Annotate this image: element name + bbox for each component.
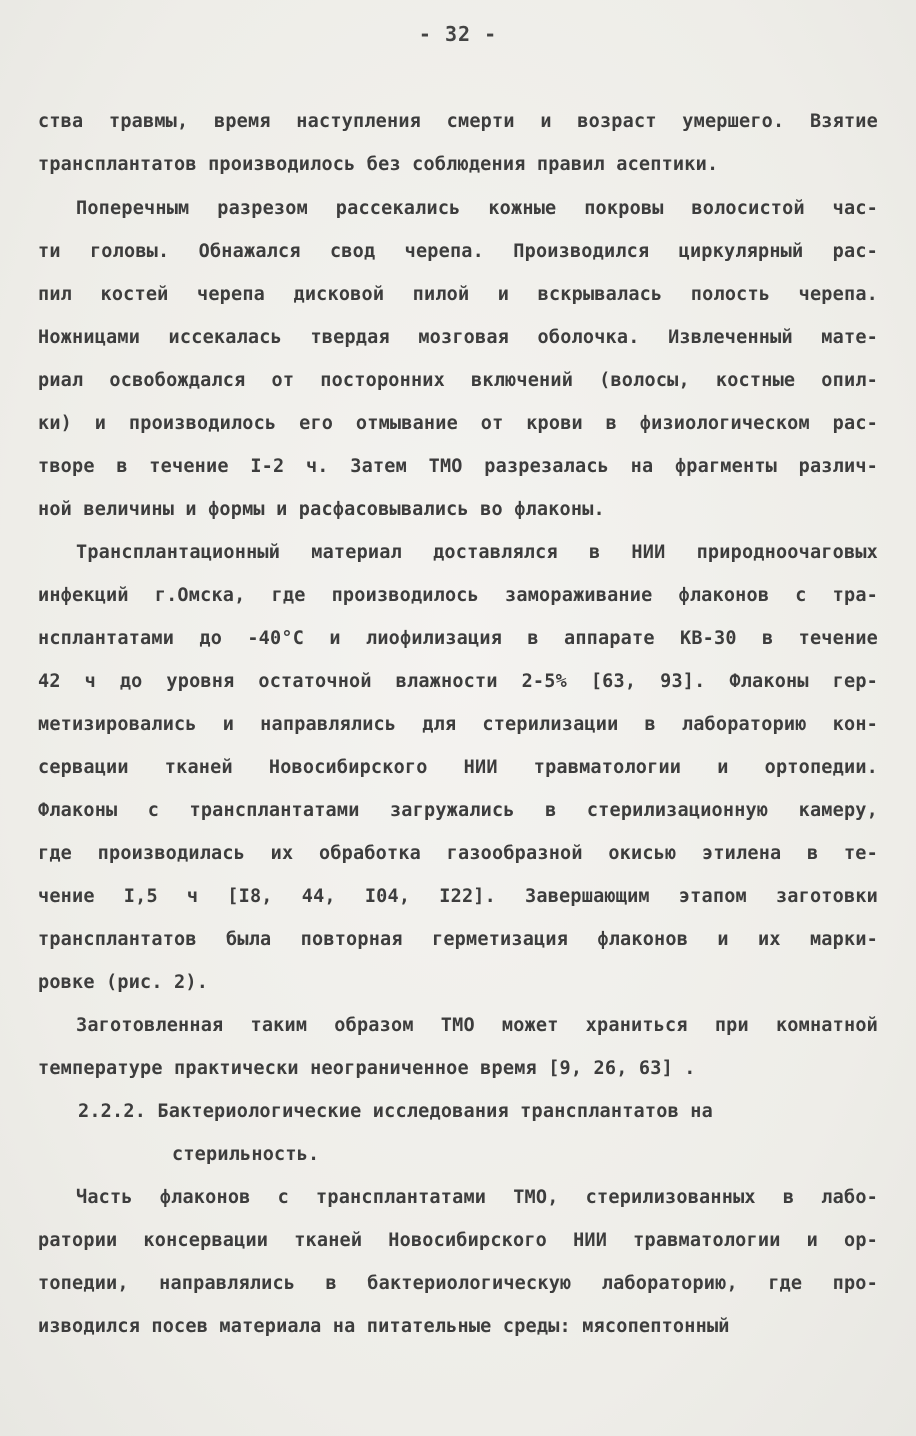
text-line: пил костей черепа дисковой пилой и вскрывалась полость черепа.: [38, 284, 878, 305]
text-line: Флаконы с трансплантатами загружались в стерилизационную камеру,: [38, 800, 878, 821]
text-line: ровке (рис. 2).: [38, 972, 209, 993]
text-line: риал освобождался от посторонних включений (волосы, костные опил-: [38, 370, 878, 391]
section-heading: 2.2.2. Бактериологические исследования трансплантатов на: [78, 1101, 713, 1122]
text-line: метизировались и направлялись для стерилизации в лабораторию кон-: [38, 714, 878, 735]
text-line: сервации тканей Новосибирского НИИ травматологии и ортопедии.: [38, 757, 878, 778]
text-line: 42 ч до уровня остаточной влажности 2-5% [63, 93]. Флаконы гер-: [38, 671, 878, 692]
text-line: нсплантатами до -40°С и лиофилизация в аппарате КВ-30 в течение: [38, 628, 878, 649]
section-heading-continued: стерильность.: [172, 1144, 320, 1165]
text-line: где производилась их обработка газообразной окисью этилена в те-: [38, 843, 878, 864]
text-line: трансплантатов производилось без соблюдения правил асептики.: [38, 154, 719, 175]
text-line: ства травмы, время наступления смерти и возраст умершего. Взятие: [38, 111, 878, 132]
text-line: Поперечным разрезом рассекались кожные покровы волосистой час-: [76, 198, 878, 219]
text-line: топедии, направлялись в бактериологическую лабораторию, где про-: [38, 1273, 878, 1294]
text-line: ной величины и формы и расфасовывались во флаконы.: [38, 499, 605, 520]
text-line: инфекций г.Омска, где производилось замораживание флаконов с тра-: [38, 585, 878, 606]
page-number: - 32 -: [418, 22, 498, 46]
text-line: Трансплантационный материал доставлялся в НИИ природноочаговых: [76, 542, 878, 563]
text-line: ти головы. Обнажался свод черепа. Производился циркулярный рас-: [38, 241, 878, 262]
text-line: температуре практически неограниченное время [9, 26, 63] .: [38, 1058, 696, 1079]
text-line: Часть флаконов с трансплантатами ТМО, стерилизованных в лабо-: [76, 1187, 878, 1208]
text-line: Ножницами иссекалась твердая мозговая оболочка. Извлеченный мате-: [38, 327, 878, 348]
text-line: ратории консервации тканей Новосибирского НИИ травматологии и ор-: [38, 1230, 878, 1251]
text-line: трансплантатов была повторная герметизация флаконов и их марки-: [38, 929, 878, 950]
text-line: чение I,5 ч [I8, 44, I04, I22]. Завершающим этапом заготовки: [38, 886, 878, 907]
text-line: ки) и производилось его отмывание от крови в физиологическом рас-: [38, 413, 878, 434]
text-line: изводился посев материала на питательные среды: мясопептонный: [38, 1316, 730, 1337]
text-line: Заготовленная таким образом ТМО может храниться при комнатной: [76, 1015, 878, 1036]
text-line: творе в течение I-2 ч. Затем ТМО разрезалась на фрагменты различ-: [38, 456, 878, 477]
